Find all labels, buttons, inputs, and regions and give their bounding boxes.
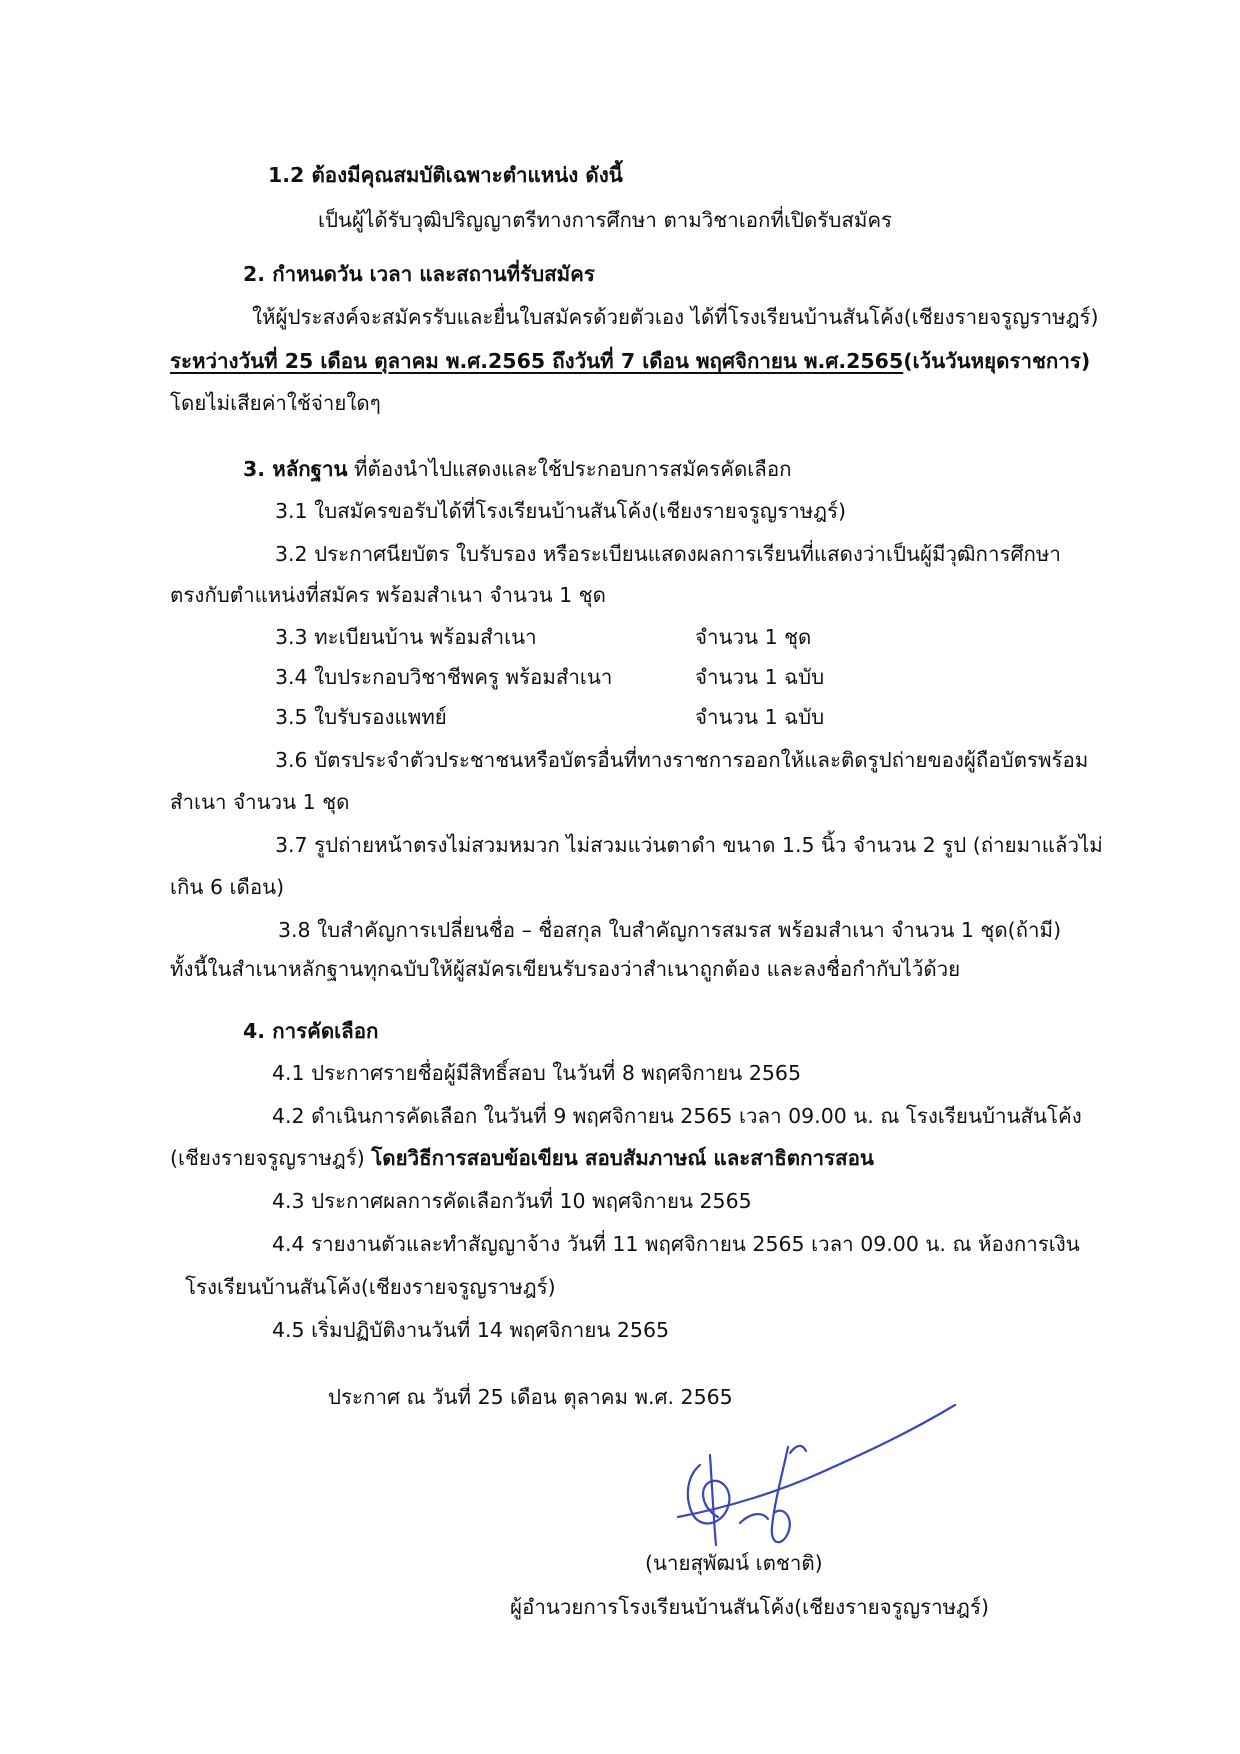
item-4-2-line-2-plain: (เชียงรายจรูญราษฎร์) (170, 1146, 372, 1170)
item-4-2-line-1: 4.2 ดำเนินการคัดเลือก ในวันที่ 9 พฤศจิกายน 2565 เวลา 09.00 น. ณ โรงเรียนบ้านสันโค้ง (272, 1104, 1082, 1128)
section-2-dates-tail: (เว้นวันหยุดราชการ) (903, 349, 1091, 373)
section-3-heading-rest: ที่ต้องนำไปแสดงและใช้ประกอบการสมัครคัดเลือก (347, 457, 792, 481)
announcement-date: ประกาศ ณ วันที่ 25 เดือน ตุลาคม พ.ศ. 2565 (328, 1385, 733, 1409)
signer-name: (นายสุพัฒน์ เตชาติ) (645, 1551, 823, 1575)
item-3-2-line-1: 3.2 ประกาศนียบัตร ใบรับรอง หรือระเบียนแสดงผลการเรียนที่แสดงว่าเป็นผู้มีวุฒิการศึกษา (275, 542, 1061, 566)
signature-image (670, 1395, 970, 1570)
item-3-1: 3.1 ใบสมัครขอรับได้ที่โรงเรียนบ้านสันโค้ง(เชียงรายจรูญราษฎร์) (275, 499, 847, 523)
item-3-5-quantity: จำนวน 1 ฉบับ (695, 705, 825, 729)
section-3-heading (243, 454, 792, 484)
item-4-4-line-2: โรงเรียนบ้านสันโค้ง(เชียงรายจรูญราษฎร์) (185, 1275, 556, 1299)
item-3-4-quantity: จำนวน 1 ฉบับ (695, 665, 825, 689)
item-3-7-line-2: เกิน 6 เดือน) (170, 875, 285, 899)
item-4-2-line-2-bold: โดยวิธีการสอบข้อเขียน สอบสัมภาษณ์ และสาธิตการสอน (371, 1146, 874, 1170)
section-2-dates-underlined: ระหว่างวันที่ 25 เดือน ตุลาคม พ.ศ.2565 ถึงวันที่ 7 เดือน พฤศจิกายน พ.ศ.2565 (170, 349, 904, 373)
item-3-2-line-2: ตรงกับตำแหน่งที่สมัคร พร้อมสำเนา จำนวน 1 ชุด (170, 583, 606, 607)
item-4-1: 4.1 ประกาศรายชื่อผู้มีสิทธิ์สอบ ในวันที่ 8 พฤศจิกายน 2565 (272, 1061, 801, 1085)
item-3-8-line-1: 3.8 ใบสำคัญการเปลี่ยนชื่อ – ชื่อสกุล ใบสำคัญการสมรส พร้อมสำเนา จำนวน 1 ชุด(ถ้ามี) (278, 918, 1062, 942)
item-3-3: 3.3 ทะเบียนบ้าน พร้อมสำเนา (275, 625, 537, 649)
item-4-3: 4.3 ประกาศผลการคัดเลือกวันที่ 10 พฤศจิกายน 2565 (272, 1189, 752, 1213)
item-3-6-line-2: สำเนา จำนวน 1 ชุด (170, 790, 350, 814)
item-3-8-line-2: ทั้งนี้ในสำเนาหลักฐานทุกฉบับให้ผู้สมัครเขียนรับรองว่าสำเนาถูกต้อง และลงชื่อกำกับไว้ด้วย (170, 957, 961, 981)
section-2-heading: 2. กำหนดวัน เวลา และสถานที่รับสมัคร (243, 262, 595, 286)
item-4-5: 4.5 เริ่มปฏิบัติงานวันที่ 14 พฤศจิกายน 2565 (272, 1318, 670, 1342)
item-3-3-quantity: จำนวน 1 ชุด (695, 625, 812, 649)
section-2-line-1: ให้ผู้ประสงค์จะสมัครรับและยื่นใบสมัครด้วยตัวเอง ได้ที่โรงเรียนบ้านสันโค้ง(เชียงรายจรูญราษฎร์) (252, 305, 1099, 329)
item-3-6-line-1: 3.6 บัตรประจำตัวประชาชนหรือบัตรอื่นที่ทางราชการออกให้และติดรูปถ่ายของผู้ถือบัตรพร้อม (275, 748, 1089, 772)
section-4-heading: 4. การคัดเลือก (243, 1019, 379, 1043)
section-1-2-heading: 1.2 ต้องมีคุณสมบัติเฉพาะตำแหน่ง ดังนี้ (268, 163, 623, 187)
signer-position: ผู้อำนวยการโรงเรียนบ้านสันโค้ง(เชียงรายจรูญราษฎร์) (510, 1595, 989, 1619)
section-1-2-body: เป็นผู้ได้รับวุฒิปริญญาตรีทางการศึกษา ตามวิชาเอกที่เปิดรับสมัคร (318, 208, 893, 232)
section-2-dates (170, 346, 1090, 376)
section-3-heading-bold: 3. หลักฐาน (243, 457, 348, 481)
item-3-5: 3.5 ใบรับรองแพทย์ (275, 705, 447, 729)
item-4-4-line-1: 4.4 รายงานตัวและทำสัญญาจ้าง วันที่ 11 พฤศจิกายน 2565 เวลา 09.00 น. ณ ห้องการเงิน (272, 1232, 1080, 1256)
section-2-line-3: โดยไม่เสียค่าใช้จ่ายใดๆ (170, 391, 381, 415)
item-4-2-line-2 (170, 1143, 874, 1173)
item-3-4: 3.4 ใบประกอบวิชาชีพครู พร้อมสำเนา (275, 665, 613, 689)
item-3-7-line-1: 3.7 รูปถ่ายหน้าตรงไม่สวมหมวก ไม่สวมแว่นตาดำ ขนาด 1.5 นิ้ว จำนวน 2 รูป (ถ่ายมาแล้วไม่ (275, 833, 1103, 857)
